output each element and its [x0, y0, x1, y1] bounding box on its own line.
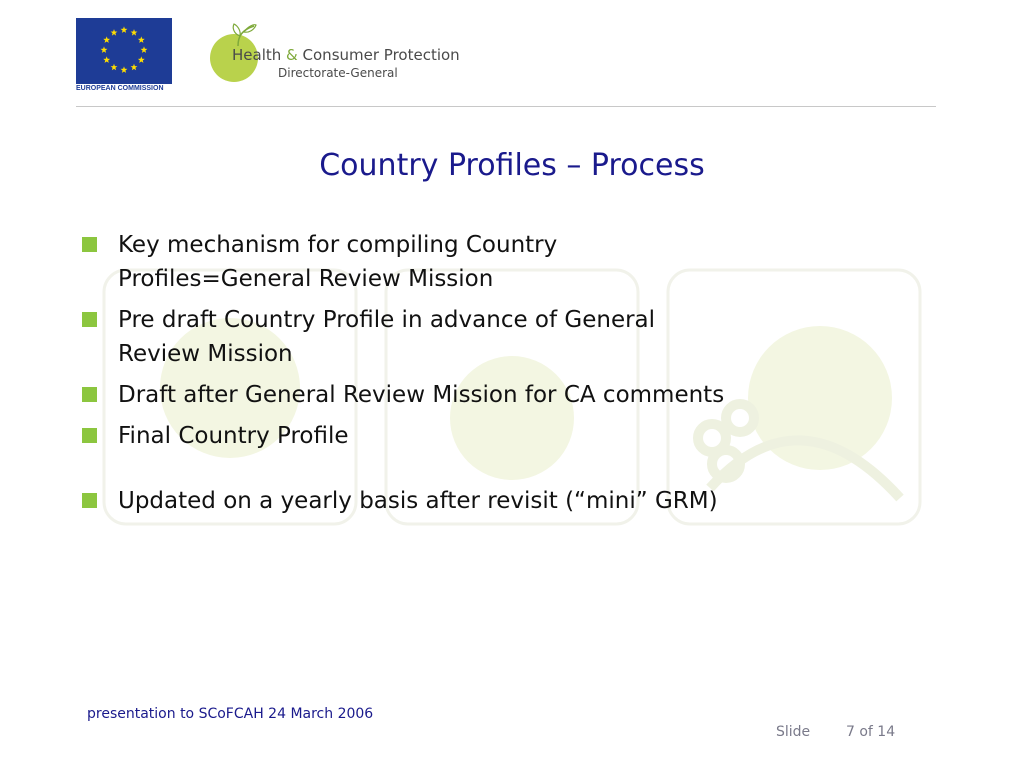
eu-star-icon — [131, 29, 138, 36]
eu-star-icon — [111, 64, 118, 71]
eu-star-icon — [121, 66, 128, 73]
slide-title: Country Profiles – Process — [319, 148, 705, 183]
footer-slide-label: Slide — [776, 724, 811, 740]
dg-logo — [208, 22, 468, 84]
bullet-text: Key mechanism for compiling Country Profiles=General Review Mission — [118, 232, 558, 292]
footer-page-number: 7 of 14 — [846, 724, 896, 740]
eu-star-icon — [141, 46, 148, 53]
eu-star-icon — [131, 64, 138, 71]
bullet-square-icon — [82, 237, 97, 252]
eu-star-icon — [111, 29, 118, 36]
bullet-item — [82, 378, 742, 412]
eu-star-icon — [138, 56, 145, 63]
bullet-square-icon — [82, 312, 97, 327]
dg-logo-consumer-protection: Consumer Protection — [302, 46, 460, 64]
leaf-sprout-icon — [228, 22, 258, 48]
bullet-text: Final Country Profile — [118, 423, 349, 449]
eu-star-icon — [138, 36, 145, 43]
eu-flag-icon — [76, 18, 172, 84]
eu-star-icon — [121, 26, 128, 33]
footer-presentation-info: presentation to SCoFCAH 24 March 2006 — [87, 706, 374, 722]
dg-logo-health: Health — [232, 46, 282, 64]
eu-star-icon — [103, 36, 110, 43]
dg-logo-title — [232, 46, 460, 64]
bullet-item — [82, 303, 742, 371]
dg-logo-ampersand: & — [286, 46, 298, 64]
bullet-text: Draft after General Review Mission for CA comments — [118, 382, 725, 408]
eu-star-icon — [103, 56, 110, 63]
header-divider — [76, 106, 936, 107]
bullet-item — [82, 419, 742, 453]
eu-star-icon — [101, 46, 108, 53]
bullet-text: Pre draft Country Profile in advance of General Review Mission — [118, 307, 656, 367]
ec-logo-text: EUROPEAN COMMISSION — [76, 85, 164, 92]
bullet-list — [82, 228, 742, 525]
european-commission-logo — [76, 18, 172, 94]
bullet-square-icon — [82, 493, 97, 508]
bullet-square-icon — [82, 428, 97, 443]
bullet-square-icon — [82, 387, 97, 402]
bullet-item — [82, 484, 742, 518]
bullet-text: Updated on a yearly basis after revisit (“mini” GRM) — [118, 488, 718, 514]
dg-logo-subtitle: Directorate-General — [278, 66, 398, 80]
bullet-item — [82, 228, 742, 296]
